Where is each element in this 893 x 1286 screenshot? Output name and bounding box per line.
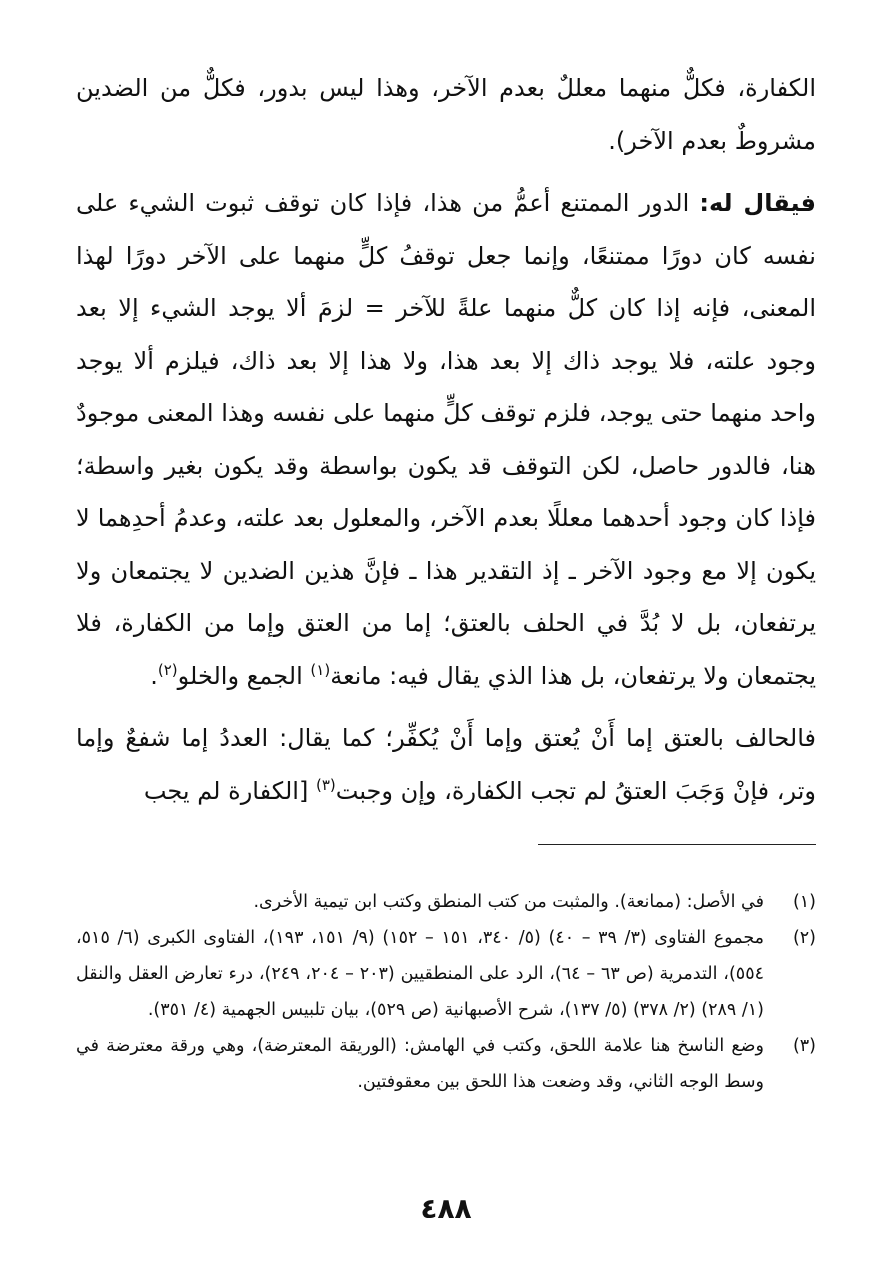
paragraph-3 xyxy=(76,712,816,817)
footnote-3-number: (٣) xyxy=(792,1036,816,1056)
paragraph-2-lead: فيقال له: xyxy=(699,189,817,217)
footnote-3 xyxy=(76,1028,816,1100)
paragraph-2-end: . xyxy=(150,661,158,690)
footnote-2-text: مجموع الفتاوى (٣/ ٣٩ – ٤٠) (٥/ ٣٤٠، ١٥١ – ١٥٢) (٩/ ١٥١، ١٩٣)، الفتاوى الكبرى (٦/ ٥١٥، ٥٥٤)، التدمرية (ص ٦٣ – ٦٤)، الرد على المنطقيين (٢٠٣ – ٢٠٤، ٢٤٩)، درء تعارض العقل والنقل (١/ ٢٨٩) (٢/ ٣٧٨) (٥/ ١٣٧)، شرح الأصبهانية (ص ٥٢٩)، بيان تلبيس الجهمية (٤/ ٣٥١). xyxy=(76,928,765,1020)
footnote-1 xyxy=(76,884,816,920)
footnote-ref-2: (٢) xyxy=(157,660,178,679)
paragraph-1 xyxy=(76,62,816,167)
paragraph-1-text: الكفارة، فكلٌّ منهما معللٌ بعدم الآخر، وهذا ليس بدور، فكلٌّ من الضدين مشروطٌ بعدم الآخر). xyxy=(76,74,816,155)
page-number: ٤٨٨ xyxy=(420,1192,472,1225)
footnotes xyxy=(76,884,816,1100)
paragraph-2-mid: الجمع والخلو xyxy=(177,661,311,690)
book-page xyxy=(76,62,816,1262)
paragraph-3-text: فالحالف بالعتق إما أَنْ يُعتق وإما أَنْ يُكفِّر؛ كما يقال: العددُ إما شفعٌ وإما وتر، فإنْ وَجَبَ العتقُ لم تجب الكفارة، وإن وجبت xyxy=(76,724,816,805)
paragraph-3-end: [الكفارة لم يجب xyxy=(143,776,316,805)
footnote-ref-3: (٣) xyxy=(315,775,336,794)
paragraph-2 xyxy=(76,177,816,702)
paragraph-2-text: الدور الممتنع أعمُّ من هذا، فإذا كان توقف ثبوت الشيء على نفسه كان دورًا ممتنعًا، وإنما جعل توقفُ كلٍّ منهما على الآخر دورًا لهذا المعنى، فإنه إذا كان كلٌّ منهما علةً للآخر = لزمَ ألا يوجد الشيء إلا بعد وجود علته، فلا يوجد ذاك إلا بعد هذا، ولا هذا إلا بعد ذاك، فيلزم ألا يوجد واحد منهما حتى يوجد، فلزم توقف كلٍّ منهما على نفسه وهذا المعنى موجودٌ هنا، فالدور حاصل، لكن التوقف قد يكون بواسطة وقد يكون بغير واسطة؛ فإذا كان وجود أحدهما معللًا بعدم الآخر، والمعلول بعد علته، وعدمُ أحدِهما لا يكون إلا مع وجود الآخر ـ إذ التقدير هذا ـ فإنَّ هذين الضدين لا يجتمعان ولا يرتفعان، بل لا بُدَّ في الحلف بالعتق؛ إما من العتق وإما من الكفارة، فلا يجتمعان ولا يرتفعان، بل هذا الذي يقال فيه: مانعة xyxy=(76,189,816,690)
footnote-3-text: وضع الناسخ هنا علامة اللحق، وكتب في الهامش: (الوريقة المعترضة)، وهي ورقة معترضة في وسط الوجه الثاني، وقد وضعت هذا اللحق بين معقوفتين. xyxy=(76,1036,764,1092)
footnote-1-text: في الأصل: (ممانعة). والمثبت من كتب المنطق وكتب ابن تيمية الأخرى. xyxy=(253,892,764,912)
footnote-ref-1: (١) xyxy=(310,660,331,679)
footnote-2-number: (٢) xyxy=(792,928,816,948)
footnote-1-number: (١) xyxy=(792,892,816,912)
footnote-divider xyxy=(538,844,816,845)
footnote-2 xyxy=(76,920,816,1028)
